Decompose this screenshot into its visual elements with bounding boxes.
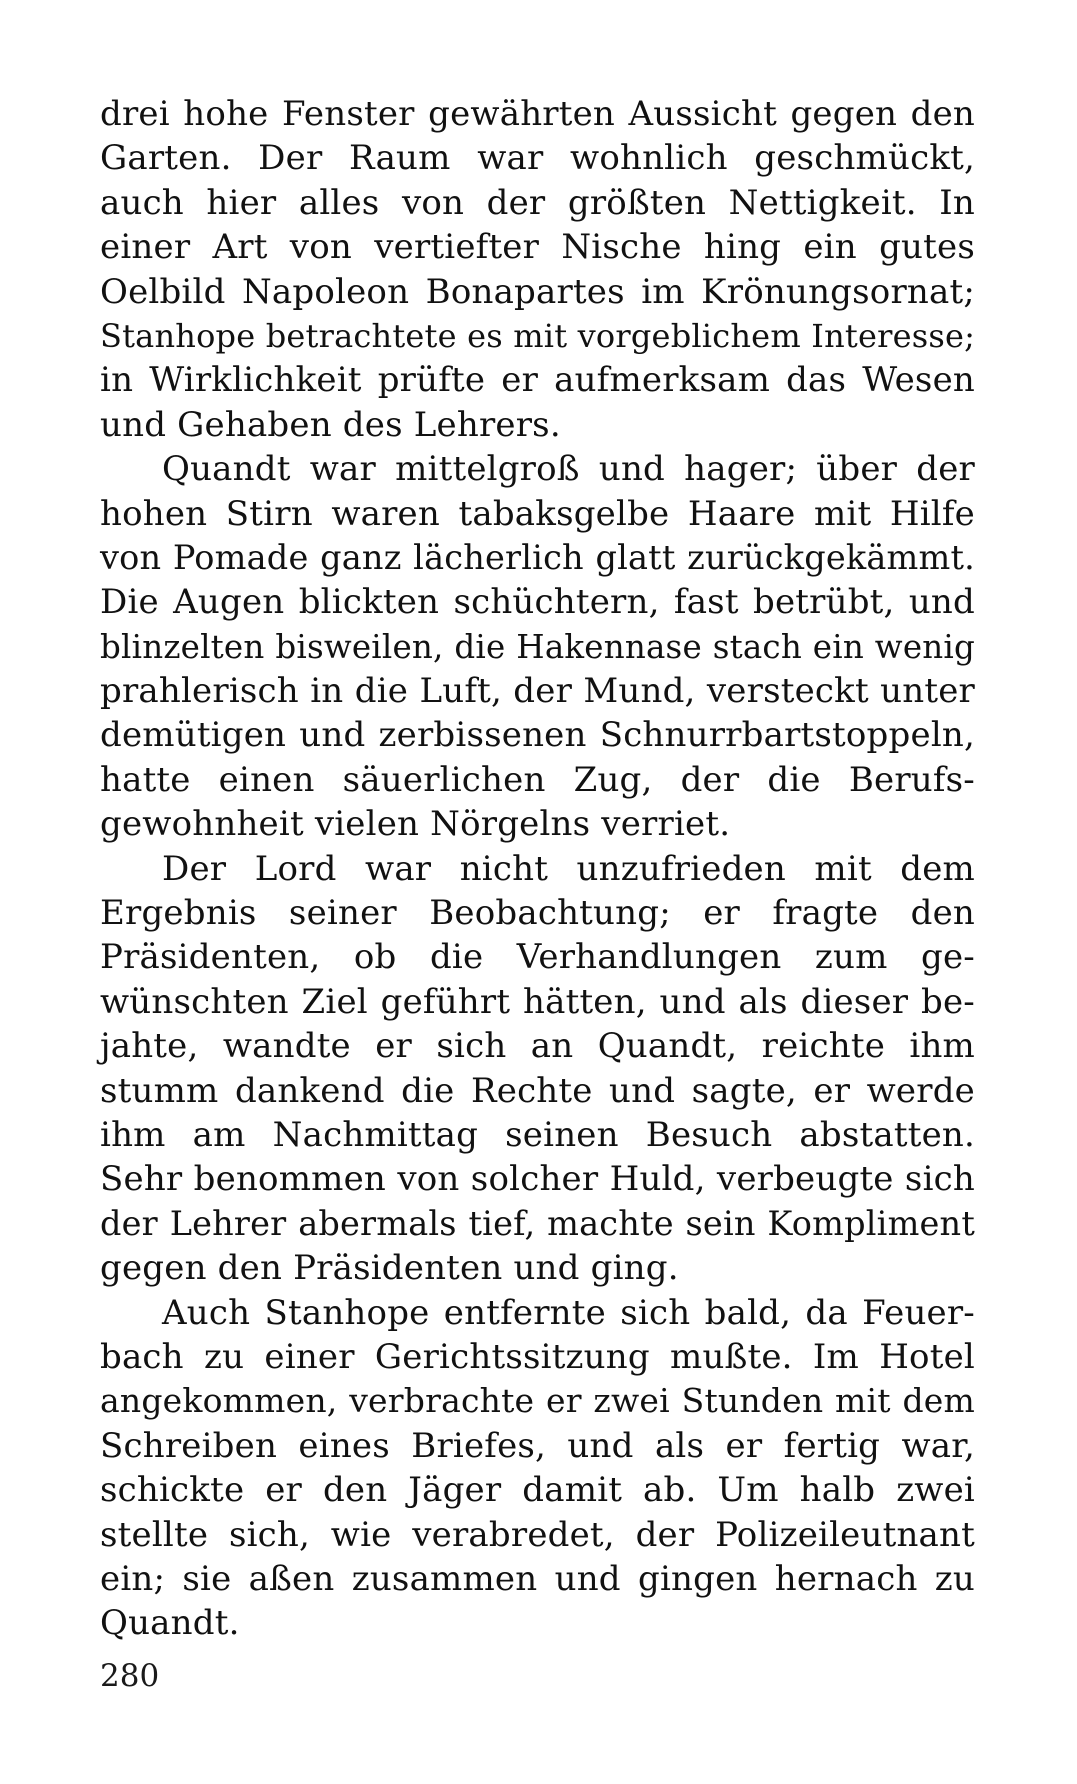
text-line: Auch Stanhope entfernte sich bald, da Feuer- xyxy=(162,1292,975,1333)
text-line: blinzelten bisweilen, die Hakennase stach ein wenig xyxy=(100,627,975,666)
text-line: schickte er den Jäger damit ab. Um halb zwei xyxy=(100,1470,975,1511)
text-line: Die Augen blickten schüchtern, fast betrübt, und xyxy=(100,582,975,623)
text-line: von Pomade ganz lächerlich glatt zurückgekämmt. xyxy=(100,537,975,577)
text-line: hatte einen säuerlichen Zug, der die Berufs- xyxy=(100,759,975,800)
text-line: und Gehaben des Lehrers. xyxy=(100,404,561,445)
text-line: demütigen und zerbissenen Schnurrbartstoppeln, xyxy=(100,715,975,756)
text-line: auch hier alles von der größten Nettigkeit. In xyxy=(100,182,975,223)
page-number: 280 xyxy=(100,1658,160,1694)
text-line: der Lehrer abermals tief, machte sein Kompliment xyxy=(100,1203,975,1243)
text-line: drei hohe Fenster gewährten Aussicht gegen den xyxy=(100,94,975,134)
text-line: ihm am Nachmittag seinen Besuch abstatten. xyxy=(100,1114,975,1155)
paragraph xyxy=(100,847,975,1291)
text-line: gegen den Präsidenten und ging. xyxy=(100,1248,679,1289)
text-line: gewohnheit vielen Nörgelns verriet. xyxy=(100,804,731,845)
text-block xyxy=(100,92,975,1646)
page-body xyxy=(100,92,975,1646)
text-line: Quandt war mittelgroß und hager; über der xyxy=(162,449,975,490)
text-line: wünschten Ziel geführt hätten, und als dieser be- xyxy=(100,981,975,1022)
text-line: Stanhope betrachtete es mit vorgeblichem Interesse; xyxy=(100,316,976,355)
text-line: einer Art von vertiefter Nische hing ein gutes xyxy=(100,227,975,268)
text-line: Oelbild Napoleon Bonapartes im Krönungsornat; xyxy=(100,271,975,312)
text-line: Der Lord war nicht unzufrieden mit dem xyxy=(162,848,975,889)
text-line: stellte sich, wie verabredet, der Polizeileutnant xyxy=(100,1514,975,1555)
text-line: prahlerisch in die Luft, der Mund, versteckt unter xyxy=(100,671,975,712)
text-line: angekommen, verbrachte er zwei Stunden mit dem xyxy=(100,1381,975,1421)
text-line: in Wirklichkeit prüfte er aufmerksam das Wesen xyxy=(100,360,975,401)
text-line: Ergebnis seiner Beobachtung; er fragte den xyxy=(100,893,975,934)
text-line: hohen Stirn waren tabaksgelbe Haare mit Hilfe xyxy=(100,493,975,534)
text-line: Präsidenten, ob die Verhandlungen zum ge- xyxy=(100,937,975,978)
paragraph xyxy=(100,92,975,447)
text-line: Schreiben eines Briefes, und als er fertig war, xyxy=(100,1425,975,1466)
paragraph xyxy=(100,447,975,847)
text-line: Garten. Der Raum war wohnlich geschmückt, xyxy=(100,138,975,179)
text-line: jahte, wandte er sich an Quandt, reichte ihm xyxy=(100,1026,975,1067)
text-line: Sehr benommen von solcher Huld, verbeugte sich xyxy=(100,1159,975,1200)
text-line: stumm dankend die Rechte und sagte, er werde xyxy=(100,1070,975,1111)
paragraph xyxy=(100,1291,975,1646)
text-line: bach zu einer Gerichtssitzung mußte. Im Hotel xyxy=(100,1336,975,1377)
text-line: ein; sie aßen zusammen und gingen hernach zu xyxy=(100,1558,975,1599)
text-line: Quandt. xyxy=(100,1603,240,1644)
